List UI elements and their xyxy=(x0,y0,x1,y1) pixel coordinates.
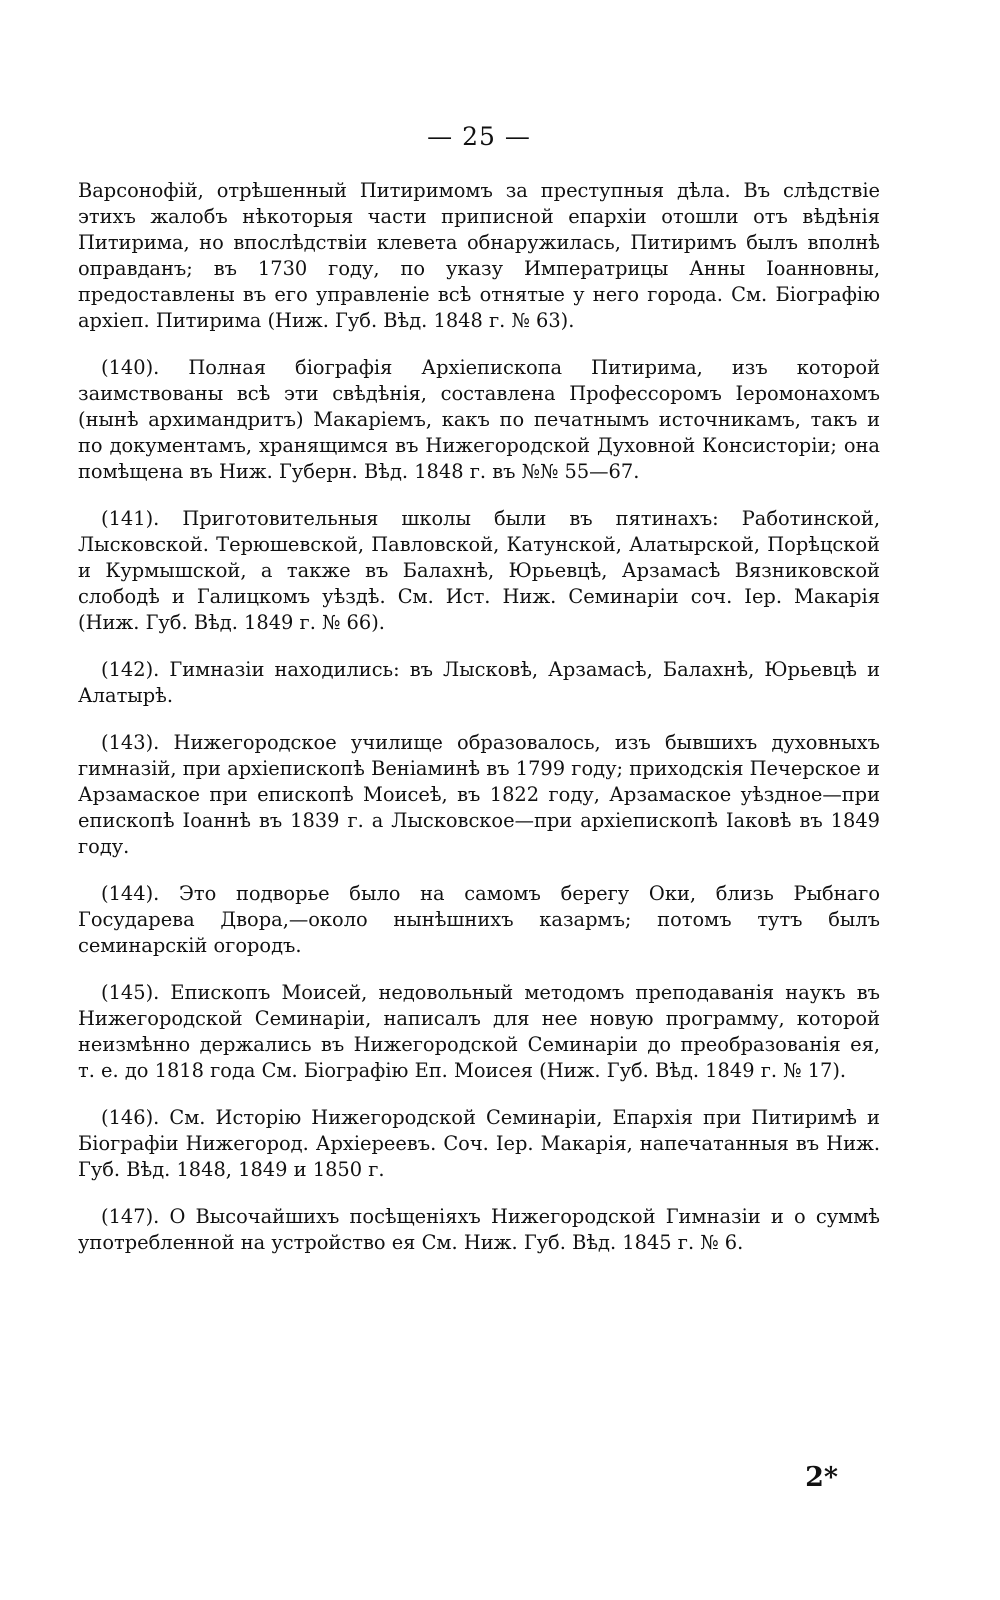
note-147: (147). О Высочайшихъ посѣщеніяхъ Нижегородской Гимназіи и о суммѣ употребленной на устройство ея См. Ниж. Губ. Вѣд. 1845 г. № 6. xyxy=(78,1205,880,1254)
note-140: (140). Полная біографія Архіепископа Питирима, изъ которой заимствованы всѣ эти свѣдѣнія, составлена Профессоромъ Іеромонахомъ (нынѣ архимандритъ) Макаріемъ, какъ по печатнымъ источникамъ, такъ и по документамъ, хранящимся въ Нижегородской Духовной Консисторіи; она помѣщена въ Ниж. Губерн. Вѣд. 1848 г. въ №№ 55—67. xyxy=(78,356,880,483)
note-146: (146). См. Исторію Нижегородской Семинаріи, Епархія при Питиримѣ и Біографіи Нижегород. Архіереевъ. Соч. Іер. Макарія, напечатанныя въ Ниж. Губ. Вѣд. 1848, 1849 и 1850 г. xyxy=(78,1106,880,1181)
note-145: (145). Епископъ Моисей, недовольный методомъ преподаванія наукъ въ Нижегородской Семинаріи, написалъ для нее новую программу, которой неизмѣнно держались въ Нижегородской Семинаріи до преобразованія ея, т. е. до 1818 года См. Біографію Еп. Моисея (Ниж. Губ. Вѣд. 1849 г. № 17). xyxy=(78,981,880,1082)
signature-mark: 2* xyxy=(805,1462,838,1493)
note-141: (141). Приготовительныя школы были въ пятинахъ: Работинской, Лысковской. Терюшевской, Павловской, Катунской, Алатырской, Порѣцской и Курмышской, а также въ Балахнѣ, Юрьевцѣ, Арзамасѣ Вязниковской слободѣ и Галицкомъ уѣздѣ. См. Ист. Ниж. Семинаріи соч. Іер. Макарія (Ниж. Губ. Вѣд. 1849 г. № 66). xyxy=(78,507,880,634)
book-page xyxy=(78,0,880,1600)
note-143: (143). Нижегородское училище образовалось, изъ бывшихъ духовныхъ гимназій, при архіепископѣ Веніаминѣ въ 1799 году; приходскія Печерское и Арзамаское при епископѣ Моисеѣ, въ 1822 году, Арзамаское уѣздное—при епископѣ Іоаннѣ въ 1839 г. а Лысковское—при архіепископѣ Іаковѣ въ 1849 году. xyxy=(78,731,880,858)
note-142: (142). Гимназіи находились: въ Лысковѣ, Арзамасѣ, Балахнѣ, Юрьевцѣ и Алатырѣ. xyxy=(78,658,880,707)
note-144: (144). Это подворье было на самомъ берегу Оки, близь Рыбнаго Государева Двора,—около нынѣшнихъ казармъ; потомъ тутъ былъ семинарскій огородъ. xyxy=(78,882,880,957)
note-continuation: Варсонофій, отрѣшенный Питиримомъ за преступныя дѣла. Въ слѣдствіе этихъ жалобъ нѣкоторыя части приписной епархіи отошли отъ вѣдѣнія Питирима, но впослѣдствіи клевета обнаружилась, Питиримъ былъ вполнѣ оправданъ; въ 1730 году, по указу Императрицы Анны Іоанновны, предоставлены въ его управленіе всѣ отнятые у него города. См. Біографію архіеп. Питирима (Ниж. Губ. Вѣд. 1848 г. № 63). xyxy=(78,179,880,332)
notes-list xyxy=(78,178,880,1277)
page-number: — 25 — xyxy=(427,122,531,151)
